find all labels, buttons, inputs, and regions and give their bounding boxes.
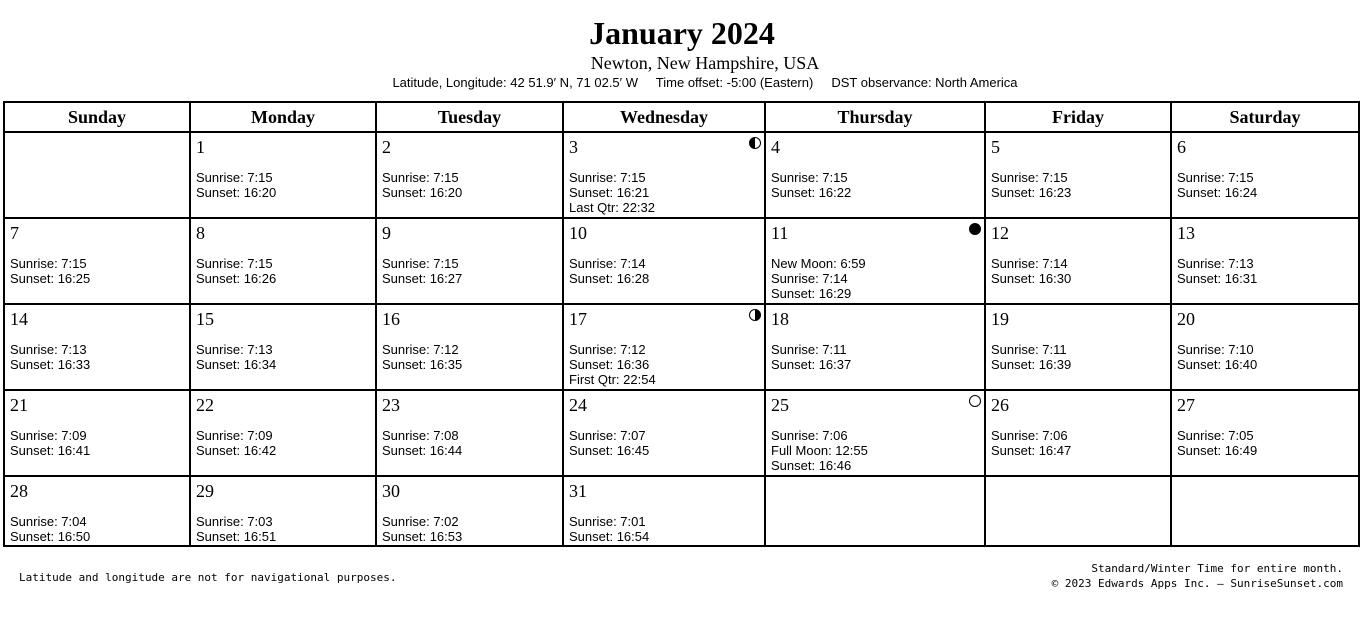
time-line: First Qtr: 22:54 <box>569 372 656 387</box>
time-line: Full Moon: 12:55 <box>771 443 868 458</box>
day-number: 18 <box>771 309 789 329</box>
time-line: Sunrise: 7:15 <box>991 170 1068 185</box>
day-cell <box>376 132 563 218</box>
sun-moon-times <box>10 256 90 286</box>
time-line: Sunset: 16:21 <box>569 185 650 200</box>
time-line: Sunrise: 7:15 <box>771 170 848 185</box>
day-number: 19 <box>991 309 1009 329</box>
time-line: Sunrise: 7:12 <box>382 342 459 357</box>
day-number: 29 <box>196 481 214 501</box>
sun-moon-times <box>196 342 276 372</box>
day-number: 15 <box>196 309 214 329</box>
day-cell <box>765 132 985 218</box>
time-line: Sunset: 16:46 <box>771 458 852 473</box>
time-line: Sunrise: 7:09 <box>10 428 87 443</box>
day-cell <box>563 218 765 304</box>
time-line: Sunrise: 7:13 <box>196 342 273 357</box>
day-number: 22 <box>196 395 214 415</box>
sun-moon-times <box>196 428 276 458</box>
time-line: Sunrise: 7:15 <box>196 256 273 271</box>
time-standard-note: Standard/Winter Time for entire month. <box>1091 562 1343 575</box>
day-number: 13 <box>1177 223 1195 243</box>
time-line: Sunset: 16:23 <box>991 185 1072 200</box>
day-cell <box>1171 390 1359 476</box>
time-line: Sunrise: 7:02 <box>382 514 459 529</box>
first-quarter-icon <box>749 309 761 321</box>
time-line: Sunset: 16:50 <box>10 529 91 544</box>
sun-moon-times <box>771 170 851 200</box>
day-cell <box>376 218 563 304</box>
day-number: 5 <box>991 137 1000 157</box>
day-cell <box>1171 132 1359 218</box>
week-row <box>4 132 1359 218</box>
sun-moon-times <box>382 256 462 286</box>
sun-moon-times <box>991 342 1071 372</box>
day-cell <box>563 476 765 546</box>
sun-moon-times <box>569 342 656 387</box>
time-line: Sunrise: 7:01 <box>569 514 646 529</box>
day-cell <box>4 390 190 476</box>
day-cell <box>1171 304 1359 390</box>
time-line: Sunset: 16:20 <box>382 185 463 200</box>
new-moon-icon <box>969 223 981 235</box>
day-number: 23 <box>382 395 400 415</box>
time-line: Sunset: 16:29 <box>771 286 852 301</box>
day-number: 7 <box>10 223 19 243</box>
day-number: 9 <box>382 223 391 243</box>
last-quarter-icon <box>749 137 761 149</box>
day-number: 28 <box>10 481 28 501</box>
day-cell <box>190 132 376 218</box>
day-number: 14 <box>10 309 28 329</box>
day-cell <box>563 132 765 218</box>
sun-moon-times <box>196 514 276 544</box>
time-line: Sunset: 16:41 <box>10 443 91 458</box>
time-line: Sunset: 16:39 <box>991 357 1072 372</box>
time-line: Sunset: 16:25 <box>10 271 91 286</box>
sun-moon-times <box>991 428 1071 458</box>
time-line: Sunset: 16:44 <box>382 443 463 458</box>
time-line: Sunset: 16:27 <box>382 271 463 286</box>
time-line: Last Qtr: 22:32 <box>569 200 655 215</box>
sun-moon-times <box>569 514 649 544</box>
week-row <box>4 304 1359 390</box>
time-line: Sunset: 16:45 <box>569 443 650 458</box>
time-line: Sunset: 16:37 <box>771 357 852 372</box>
sun-moon-times <box>382 342 462 372</box>
time-line: Sunrise: 7:15 <box>10 256 87 271</box>
day-cell <box>190 304 376 390</box>
day-cell <box>765 390 985 476</box>
time-line: Sunrise: 7:15 <box>382 256 459 271</box>
time-line: Sunrise: 7:05 <box>1177 428 1254 443</box>
day-cell <box>190 476 376 546</box>
sun-moon-times <box>771 256 866 301</box>
day-cell <box>985 390 1171 476</box>
day-number: 16 <box>382 309 400 329</box>
time-line: Sunrise: 7:10 <box>1177 342 1254 357</box>
time-line: Sunrise: 7:14 <box>771 271 848 286</box>
day-cell <box>563 304 765 390</box>
day-number: 26 <box>991 395 1009 415</box>
day-number: 4 <box>771 137 780 157</box>
sun-moon-times <box>196 256 276 286</box>
weekday-header: Sunday <box>4 102 190 132</box>
weekday-header-row <box>4 102 1359 132</box>
day-cell <box>1171 218 1359 304</box>
day-number: 24 <box>569 395 587 415</box>
weekday-header: Friday <box>985 102 1171 132</box>
day-number: 17 <box>569 309 587 329</box>
time-line: Sunset: 16:28 <box>569 271 650 286</box>
sun-moon-times <box>1177 170 1257 200</box>
weekday-header: Monday <box>190 102 376 132</box>
day-number: 25 <box>771 395 789 415</box>
time-line: Sunrise: 7:06 <box>991 428 1068 443</box>
empty-day-cell <box>4 132 190 218</box>
time-line: Sunset: 16:31 <box>1177 271 1258 286</box>
time-line: Sunrise: 7:13 <box>1177 256 1254 271</box>
day-number: 12 <box>991 223 1009 243</box>
day-cell <box>985 218 1171 304</box>
day-cell <box>4 476 190 546</box>
time-line: Sunrise: 7:13 <box>10 342 87 357</box>
time-line: Sunrise: 7:12 <box>569 342 646 357</box>
time-line: Sunrise: 7:11 <box>991 342 1067 357</box>
time-line: Sunrise: 7:11 <box>771 342 847 357</box>
time-line: Sunset: 16:42 <box>196 443 277 458</box>
day-number: 2 <box>382 137 391 157</box>
time-line: Sunrise: 7:03 <box>196 514 273 529</box>
time-line: Sunrise: 7:14 <box>991 256 1068 271</box>
day-cell <box>190 218 376 304</box>
time-line: Sunset: 16:33 <box>10 357 91 372</box>
week-row <box>4 390 1359 476</box>
time-line: Sunset: 16:26 <box>196 271 277 286</box>
time-line: Sunrise: 7:15 <box>382 170 459 185</box>
sun-moon-times <box>991 170 1071 200</box>
day-number: 1 <box>196 137 205 157</box>
sun-moon-times <box>382 514 462 544</box>
time-line: Sunrise: 7:07 <box>569 428 646 443</box>
day-cell <box>765 218 985 304</box>
time-line: Sunset: 16:47 <box>991 443 1072 458</box>
empty-day-cell <box>985 476 1171 546</box>
time-line: Sunrise: 7:06 <box>771 428 848 443</box>
time-line: Sunrise: 7:15 <box>1177 170 1254 185</box>
time-line: Sunset: 16:53 <box>382 529 463 544</box>
day-number: 3 <box>569 137 578 157</box>
day-number: 30 <box>382 481 400 501</box>
sun-moon-times <box>569 170 655 215</box>
sun-moon-times <box>1177 256 1257 286</box>
sun-moon-times <box>569 256 649 286</box>
time-line: Sunset: 16:35 <box>382 357 463 372</box>
day-number: 20 <box>1177 309 1195 329</box>
footer-notes <box>1052 561 1343 591</box>
day-cell <box>765 304 985 390</box>
weekday-header: Saturday <box>1171 102 1359 132</box>
sun-moon-times <box>10 514 90 544</box>
weekday-header: Tuesday <box>376 102 563 132</box>
sun-moon-times <box>382 428 462 458</box>
time-line: Sunset: 16:34 <box>196 357 277 372</box>
location-info-line: Latitude, Longitude: 42 51.9′ N, 71 02.5′ W Time offset: -5:00 (Eastern) DST observance: North America <box>392 75 1018 90</box>
time-line: Sunset: 16:40 <box>1177 357 1258 372</box>
time-line: Sunset: 16:24 <box>1177 185 1258 200</box>
copyright-note: © 2023 Edwards Apps Inc. — SunriseSunset.com <box>1051 577 1343 590</box>
day-cell <box>376 304 563 390</box>
day-cell <box>4 218 190 304</box>
day-number: 6 <box>1177 137 1186 157</box>
sun-moon-times <box>1177 342 1257 372</box>
sun-moon-times <box>196 170 276 200</box>
sun-moon-times <box>1177 428 1257 458</box>
time-line: Sunset: 16:36 <box>569 357 650 372</box>
day-number: 27 <box>1177 395 1195 415</box>
weekday-header: Thursday <box>765 102 985 132</box>
time-line: Sunset: 16:20 <box>196 185 277 200</box>
week-row <box>4 218 1359 304</box>
page-title: January 2024 <box>589 15 775 51</box>
day-number: 10 <box>569 223 587 243</box>
time-line: Sunset: 16:51 <box>196 529 277 544</box>
sun-moon-times <box>10 428 90 458</box>
calendar-grid <box>3 101 1360 547</box>
time-line: Sunset: 16:54 <box>569 529 650 544</box>
navigation-disclaimer: Latitude and longitude are not for navigational purposes. <box>19 571 397 584</box>
sun-moon-times <box>10 342 90 372</box>
location-subtitle: Newton, New Hampshire, USA <box>590 53 820 73</box>
empty-day-cell <box>765 476 985 546</box>
sun-moon-times <box>382 170 462 200</box>
week-row <box>4 476 1359 546</box>
day-cell <box>985 132 1171 218</box>
time-line: Sunrise: 7:09 <box>196 428 273 443</box>
time-line: Sunrise: 7:15 <box>569 170 646 185</box>
time-line: Sunrise: 7:15 <box>196 170 273 185</box>
empty-day-cell <box>1171 476 1359 546</box>
day-cell <box>563 390 765 476</box>
time-line: Sunset: 16:49 <box>1177 443 1258 458</box>
day-cell <box>376 476 563 546</box>
time-line: Sunrise: 7:08 <box>382 428 459 443</box>
sun-moon-times <box>569 428 649 458</box>
day-cell <box>376 390 563 476</box>
time-line: Sunset: 16:30 <box>991 271 1072 286</box>
time-line: Sunrise: 7:14 <box>569 256 646 271</box>
day-cell <box>190 390 376 476</box>
day-number: 31 <box>569 481 587 501</box>
day-number: 8 <box>196 223 205 243</box>
sun-moon-times <box>771 342 851 372</box>
day-number: 21 <box>10 395 28 415</box>
time-line: New Moon: 6:59 <box>771 256 866 271</box>
full-moon-icon <box>969 395 981 407</box>
weekday-header: Wednesday <box>563 102 765 132</box>
time-line: Sunrise: 7:04 <box>10 514 87 529</box>
sun-moon-times <box>771 428 868 473</box>
day-cell <box>4 304 190 390</box>
sun-moon-times <box>991 256 1071 286</box>
day-number: 11 <box>771 223 789 243</box>
day-cell <box>985 304 1171 390</box>
time-line: Sunset: 16:22 <box>771 185 852 200</box>
